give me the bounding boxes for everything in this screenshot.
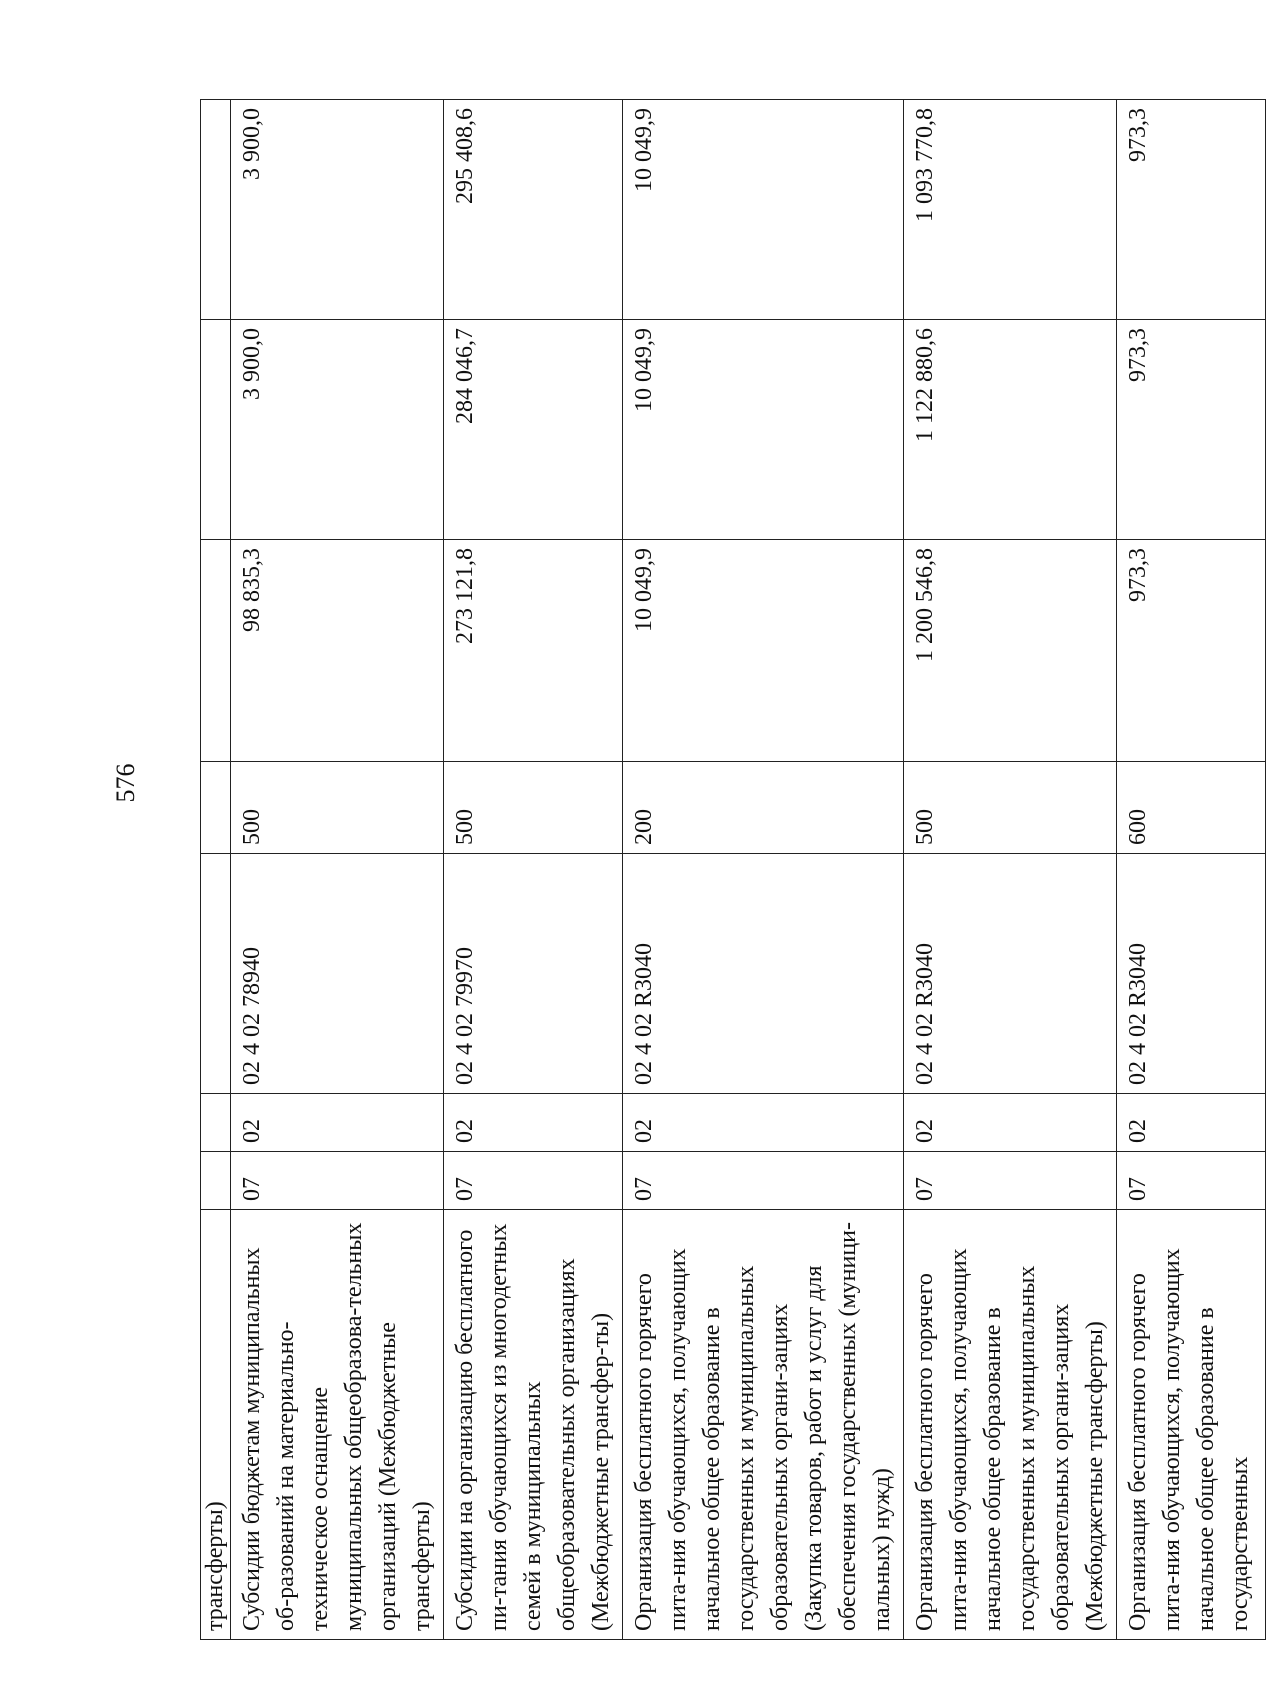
item-name-cell: Организация бесплатного горячего пита-ния обучающихся, получающих начальное общее образование в государственных и муниципальных образовательных органи-зациях (Межбюджетные трансферты) — [904, 1210, 1117, 1640]
table-row — [904, 100, 1117, 1640]
amount-year2-cell: 973,3 — [1117, 320, 1266, 540]
table-row — [231, 100, 444, 1640]
amount-year3-cell: 973,3 — [1117, 100, 1266, 320]
target-article-cell: 02 4 02 78940 — [231, 854, 444, 1094]
table-row — [1117, 100, 1266, 1640]
amount-year1-cell — [201, 540, 231, 762]
table-row — [201, 100, 231, 1640]
expense-type-cell: 500 — [444, 762, 623, 854]
amount-year1-cell: 10 049,9 — [623, 540, 904, 762]
budget-table-sheet — [200, 100, 1253, 1640]
expense-type-cell: 500 — [231, 762, 444, 854]
section-code-cell: 07 — [231, 1152, 444, 1210]
section-code-cell — [201, 1152, 231, 1210]
subsection-code-cell: 02 — [444, 1094, 623, 1152]
amount-year2-cell: 1 122 880,6 — [904, 320, 1117, 540]
item-name-cell: Субсидии бюджетам муниципальных об-разований на материально-техническое оснащение муниципальных общеобразова-тельных организаций (Межбюджетные трансферты) — [231, 1210, 444, 1640]
expense-type-cell: 200 — [623, 762, 904, 854]
budget-table — [200, 99, 1266, 1640]
target-article-cell: 02 4 02 79970 — [444, 854, 623, 1094]
section-code-cell: 07 — [623, 1152, 904, 1210]
section-code-cell: 07 — [904, 1152, 1117, 1210]
item-name-cell: Субсидии на организацию бесплатного пи-тания обучающихся из многодетных семей в муниципальных общеобразовательных организациях (Межбюджетные трансфер-ты) — [444, 1210, 623, 1640]
amount-year1-cell: 98 835,3 — [231, 540, 444, 762]
subsection-code-cell: 02 — [904, 1094, 1117, 1152]
amount-year2-cell: 3 900,0 — [231, 320, 444, 540]
table-row — [623, 100, 904, 1640]
amount-year3-cell: 1 093 770,8 — [904, 100, 1117, 320]
amount-year1-cell: 1 200 546,8 — [904, 540, 1117, 762]
amount-year1-cell: 273 121,8 — [444, 540, 623, 762]
page-number: 576 — [111, 763, 140, 803]
item-name-cell: трансферты) — [201, 1210, 231, 1640]
amount-year2-cell: 10 049,9 — [623, 320, 904, 540]
amount-year3-cell: 3 900,0 — [231, 100, 444, 320]
subsection-code-cell — [201, 1094, 231, 1152]
amount-year3-cell: 295 408,6 — [444, 100, 623, 320]
item-name-cell: Организация бесплатного горячего пита-ния обучающихся, получающих начальное общее образование в государственных — [1117, 1210, 1266, 1640]
table-row — [444, 100, 623, 1640]
section-code-cell: 07 — [444, 1152, 623, 1210]
item-name-cell: Организация бесплатного горячего пита-ния обучающихся, получающих начальное общее образование в государственных и муниципальных образовательных органи-зациях (Закупка товаров, работ и услуг для обеспечения государственных (муници-пальных) нужд) — [623, 1210, 904, 1640]
section-code-cell: 07 — [1117, 1152, 1266, 1210]
target-article-cell: 02 4 02 R3040 — [1117, 854, 1266, 1094]
expense-type-cell: 600 — [1117, 762, 1266, 854]
amount-year3-cell: 10 049,9 — [623, 100, 904, 320]
amount-year3-cell — [201, 100, 231, 320]
subsection-code-cell: 02 — [1117, 1094, 1266, 1152]
expense-type-cell: 500 — [904, 762, 1117, 854]
subsection-code-cell: 02 — [623, 1094, 904, 1152]
subsection-code-cell: 02 — [231, 1094, 444, 1152]
expense-type-cell — [201, 762, 231, 854]
target-article-cell: 02 4 02 R3040 — [623, 854, 904, 1094]
target-article-cell: 02 4 02 R3040 — [904, 854, 1117, 1094]
target-article-cell — [201, 854, 231, 1094]
amount-year1-cell: 973,3 — [1117, 540, 1266, 762]
amount-year2-cell — [201, 320, 231, 540]
amount-year2-cell: 284 046,7 — [444, 320, 623, 540]
